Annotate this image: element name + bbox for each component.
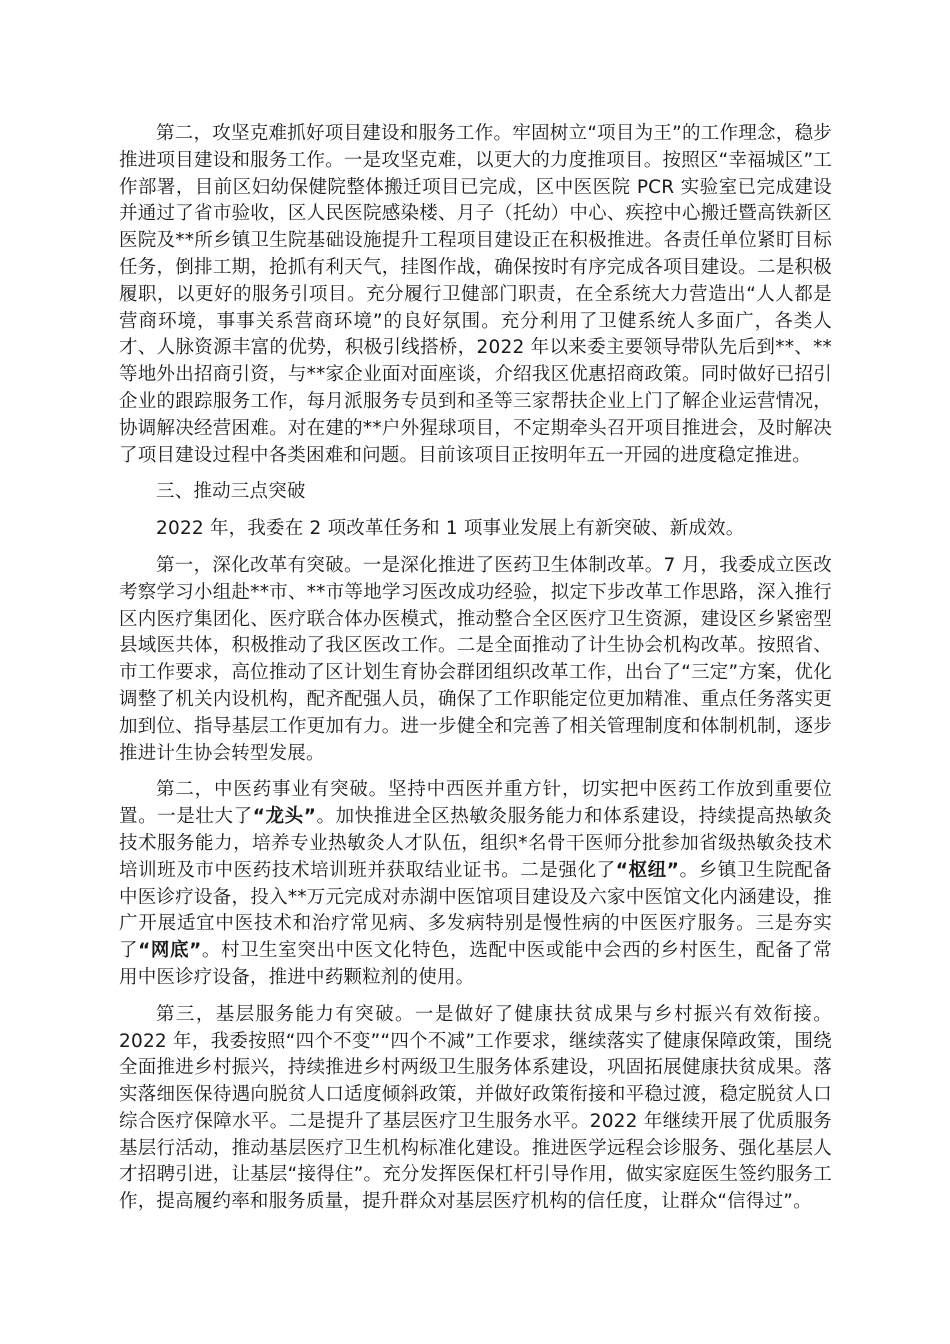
tcm-text-d: 。乡镇卫生院配备中医诊疗设备，投入**万元完成对赤湖中医馆项目建设及六家中医馆文化内涵建设，推广开展适宜中医技术和治疗常见病、多发病特别是慢性病的中医医疗服务。三是夯实了: [119, 859, 832, 962]
section-heading-three-breakthroughs: 三、推动三点突破: [156, 481, 306, 503]
tcm-keyword-wangdi: “网底”: [138, 940, 202, 962]
paragraph-reform-breakthrough: 第一，深化改革有突破。一是深化推进了医药卫生体制改革。7 月，我委成立医改考察学习小组赴**市、**市等地学习医改成功经验，拟定下步改革工作思路，深入推行区内医疗集团化、医疗联合体办医模式，推动整合全区医疗卫生资源，建设区乡紧密型县域医共体，积极推动了我区医改工作。二是全面推动了计生协会机构改革。按照省、市工作要求，高位推动了区计划生育协会群团组织改革工作，出台了“三定”方案，优化调整了机关内设机构，配齐配强人员，确保了工作职能定位更加精准、重点任务落实更加到位、指导基层工作更加有力。进一步健全和完善了相关管理制度和体制机制，逐步推进计生协会转型发展。: [119, 554, 832, 764]
tcm-keyword-longtou: “龙头”: [252, 806, 317, 828]
tcm-text-c: 。加快推进全区热敏灸服务能力和体系建设，持续提高热敏灸技术服务能力，培养专业热敏灸人才队伍，组织*名骨干医师分批参加省级热敏灸技术培训班及市中医药技术培训班并获取结业证书。二是强化了: [119, 806, 833, 881]
tcm-text-a: 第二，中医药事业有突破。坚持中西医并重方针，切实把中医药工作放到重要位置。一是壮大了: [119, 779, 832, 828]
paragraph-grassroots-breakthrough: 第三，基层服务能力有突破。一是做好了健康扶贫成果与乡村振兴有效衔接。2022 年，我委按照“四个不变”“四个不减”工作要求，继续落实了健康保障政策，围绕全面推进乡村振兴，持续推进乡村两级卫生服务体系建设，巩固拓展健康扶贫成果。落实落细医保待遇向脱贫人口适度倾斜政策，并做好政策衔接和平稳过渡，稳定脱贫人口综合医疗保障水平。二是提升了基层医疗卫生服务水平。2022 年继续开展了优质服务基层行活动，推动基层医疗卫生机构标准化建设。推进医学远程会诊服务、强化基层人才招聘引进，让基层“接得住”。充分发挥医保杠杆引导作用，做实家庭医生签约服务工作，提高履约率和服务质量，提升群众对基层医疗机构的信任度，让群众“信得过”。: [119, 1003, 832, 1213]
paragraph-project-construction: 第二，攻坚克难抓好项目建设和服务工作。牢固树立“项目为王”的工作理念，稳步推进项目建设和服务工作。一是攻坚克难，以更大的力度推项目。按照区“幸福城区”工作部署，目前区妇幼保健院整体搬迁项目已完成，区中医医院 PCR 实验室已完成建设并通过了省市验收，区人民医院感染楼、月子（托幼）中心、疾控中心搬迁暨高铁新区医院及**所乡镇卫生院基础设施提升工程项目建设正在积极推进。各责任单位紧盯目标任务，倒排工期，抢抓有利天气，挂图作战，确保按时有序完成各项目建设。二是积极履职，以更好的服务引项目。充分履行卫健部门职责，在全系统大力营造出“人人都是营商环境，事事关系营商环境”的良好氛围。充分利用了卫健系统人多面广，各类人才、人脉资源丰富的优势，积极引线搭桥，2022 年以来委主要领导带队先后到**、**等地外出招商引资，与**家企业面对面座谈，介绍我区优惠招商政策。同时做好已招引企业的跟踪服务工作，每月派服务专员到和圣等三家帮扶企业上门了解企业运营情况，协调解决经营困难。对在建的**户外猩球项目，不定期牵头召开项目推进会，及时解决了项目建设过程中各类困难和问题。目前该项目正按明年五一开园的进度稳定推进。: [119, 123, 833, 466]
paragraph-summary-2022: 2022 年，我委在 2 项改革任务和 1 项事业发展上有新突破、新成效。: [156, 518, 745, 540]
paragraph-tcm-breakthrough: [119, 777, 832, 991]
tcm-keyword-shuniu: “枢纽”: [615, 859, 680, 881]
tcm-text-e: 。村卫生室突出中医文化特色，选配中医或能中会西的乡村医生，配备了常用中医诊疗设备，推进中药颗粒剂的使用。: [119, 940, 832, 988]
